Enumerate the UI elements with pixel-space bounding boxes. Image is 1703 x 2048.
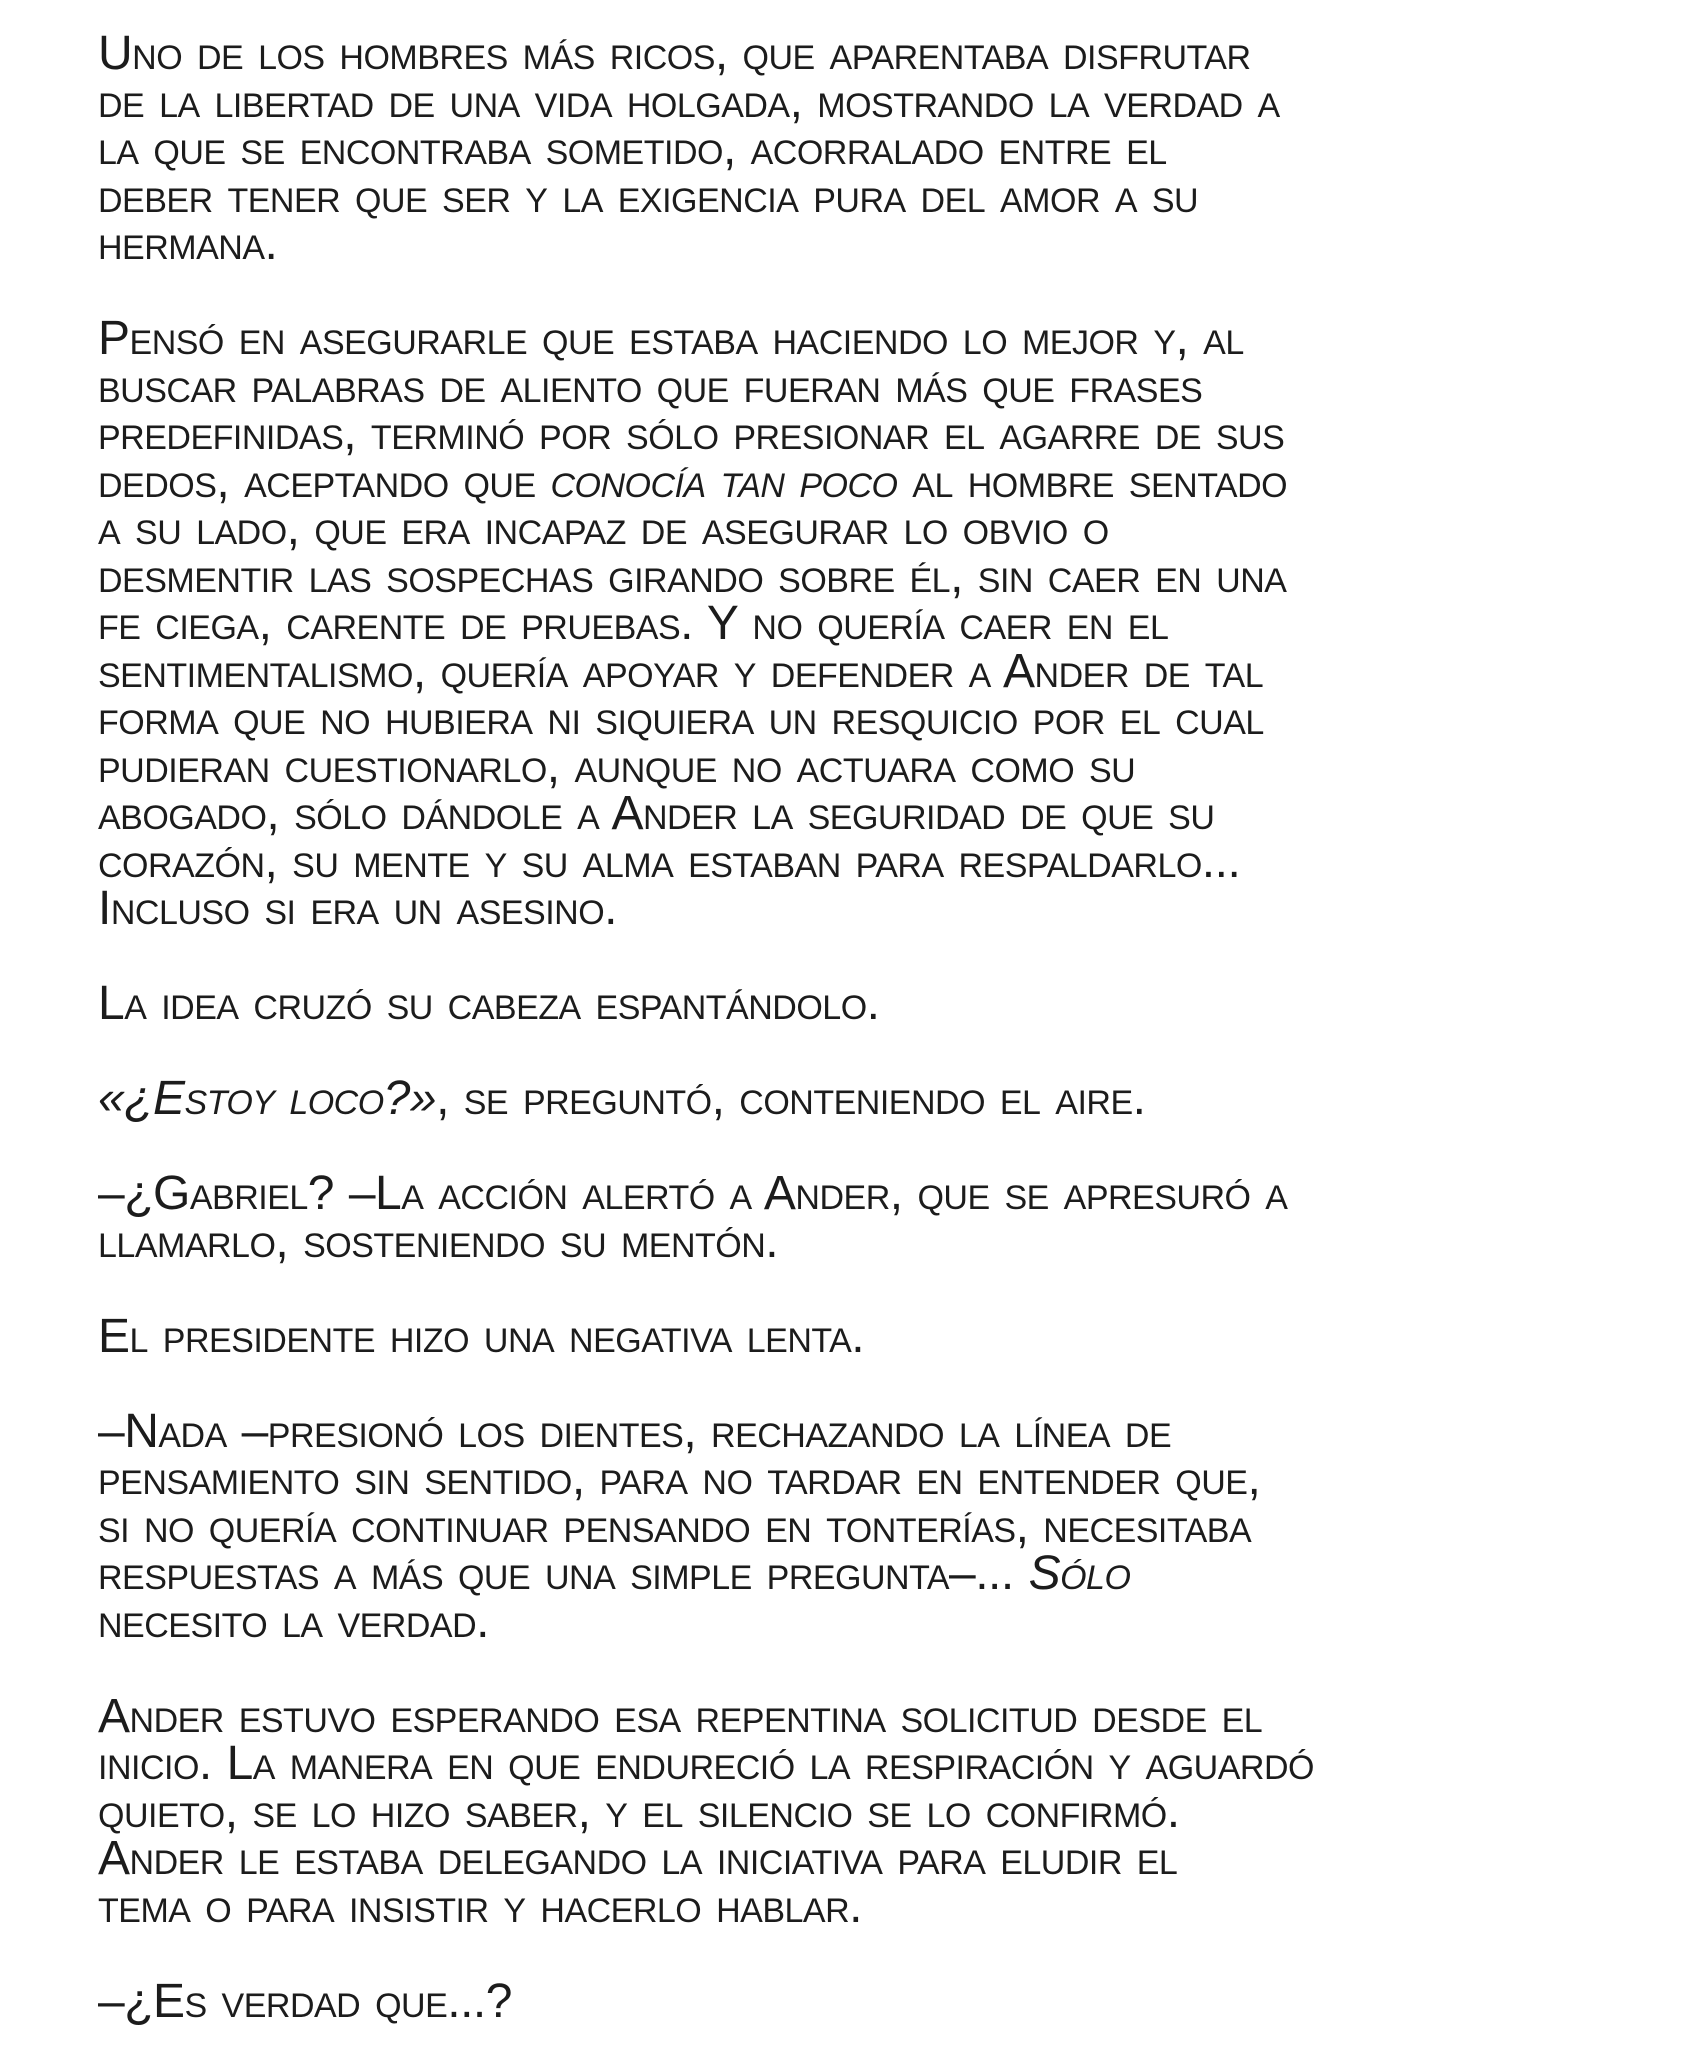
paragraph xyxy=(98,977,1663,1030)
text-segment: necesito la verdad. xyxy=(98,1594,489,1648)
paragraph xyxy=(98,1689,1663,1933)
text-segment: pensamiento sin sentido, para no tardar en entender que, xyxy=(98,1452,1261,1505)
paragraph xyxy=(98,1404,1663,1648)
text-segment: respuestas a más que una simple pregunta–... xyxy=(98,1547,1029,1600)
text-segment: hermana. xyxy=(98,217,278,270)
paragraph xyxy=(98,1974,1663,2028)
italic-text-segment: «¿Estoy loco?» xyxy=(98,1072,437,1125)
text-segment: –¿Gabriel? –La acción alertó a Ander, que se apresuró a xyxy=(98,1167,1288,1220)
text-segment: corazón, su mente y su alma estaban para respaldarlo... xyxy=(98,834,1241,888)
paragraph xyxy=(98,1167,1663,1268)
text-segment: si no quería continuar pensando en tonterías, necesitaba xyxy=(98,1499,1252,1553)
text-segment: de la libertad de una vida holgada, mostrando la verdad a xyxy=(98,74,1280,128)
text-segment: deber tener que ser y la exigencia pura del amor a su xyxy=(98,169,1199,223)
text-segment: abogado, sólo dándole a Ander la seguridad de que su xyxy=(98,787,1215,840)
text-segment: La idea cruzó su cabeza espantándolo. xyxy=(98,977,880,1030)
text-segment: Pensó en asegurarle que estaba haciendo lo mejor y, al xyxy=(98,312,1244,365)
text-segment: buscar palabras de aliento que fueran más que frases xyxy=(98,359,1203,413)
text-segment: desmentir las sospechas girando sobre él, sin caer en una xyxy=(98,549,1287,603)
paragraph xyxy=(98,312,1663,935)
text-segment: –¿Es verdad que...? xyxy=(98,1974,512,2028)
text-segment: al hombre sentado xyxy=(897,454,1288,508)
text-segment: dedos, aceptando que xyxy=(98,454,551,508)
text-segment: Incluso si era un asesino. xyxy=(98,882,618,935)
text-segment: sentimentalismo, quería apoyar y defender a Ander de tal xyxy=(98,644,1264,698)
text-segment: forma que no hubiera ni siquiera un resquicio por el cual xyxy=(98,692,1264,745)
text-segment: tema o para insistir y hacerlo hablar. xyxy=(98,1879,862,1933)
italic-text-segment: conocía tan poco xyxy=(550,454,898,508)
paragraph xyxy=(98,1072,1663,1125)
text-segment: El presidente hizo una negativa lenta. xyxy=(98,1309,865,1363)
text-segment: , se preguntó, conteniendo el aire. xyxy=(436,1072,1146,1125)
text-segment: inicio. La manera en que endureció la respiración y aguardó xyxy=(98,1737,1314,1790)
paragraph xyxy=(98,27,1663,270)
text-segment: la que se encontraba sometido, acorralado entre el xyxy=(98,122,1167,175)
text-segment: Uno de los hombres más ricos, que aparentaba disfrutar xyxy=(98,27,1251,80)
text-segment: a su lado, que era incapaz de asegurar lo obvio o xyxy=(98,502,1109,555)
text-segment: pudieran cuestionarlo, aunque no actuara como su xyxy=(98,739,1136,793)
text-segment: Ander le estaba delegando la iniciativa para eludir el xyxy=(98,1832,1178,1885)
text-segment: llamarlo, sosteniendo su mentón. xyxy=(98,1214,779,1268)
text-segment: fe ciega, carente de pruebas. Y no quería caer en el xyxy=(98,597,1169,650)
italic-text-segment: Sólo xyxy=(1028,1547,1131,1600)
text-segment: quieto, se lo hizo saber, y el silencio se lo confirmó. xyxy=(98,1784,1180,1838)
text-segment: –Nada –presionó los dientes, rechazando la línea de xyxy=(98,1404,1172,1458)
text-segment: predefinidas, terminó por sólo presionar el agarre de sus xyxy=(98,407,1285,460)
text-segment: Ander estuvo esperando esa repentina solicitud desde el xyxy=(98,1689,1263,1743)
paragraph xyxy=(98,1309,1663,1363)
